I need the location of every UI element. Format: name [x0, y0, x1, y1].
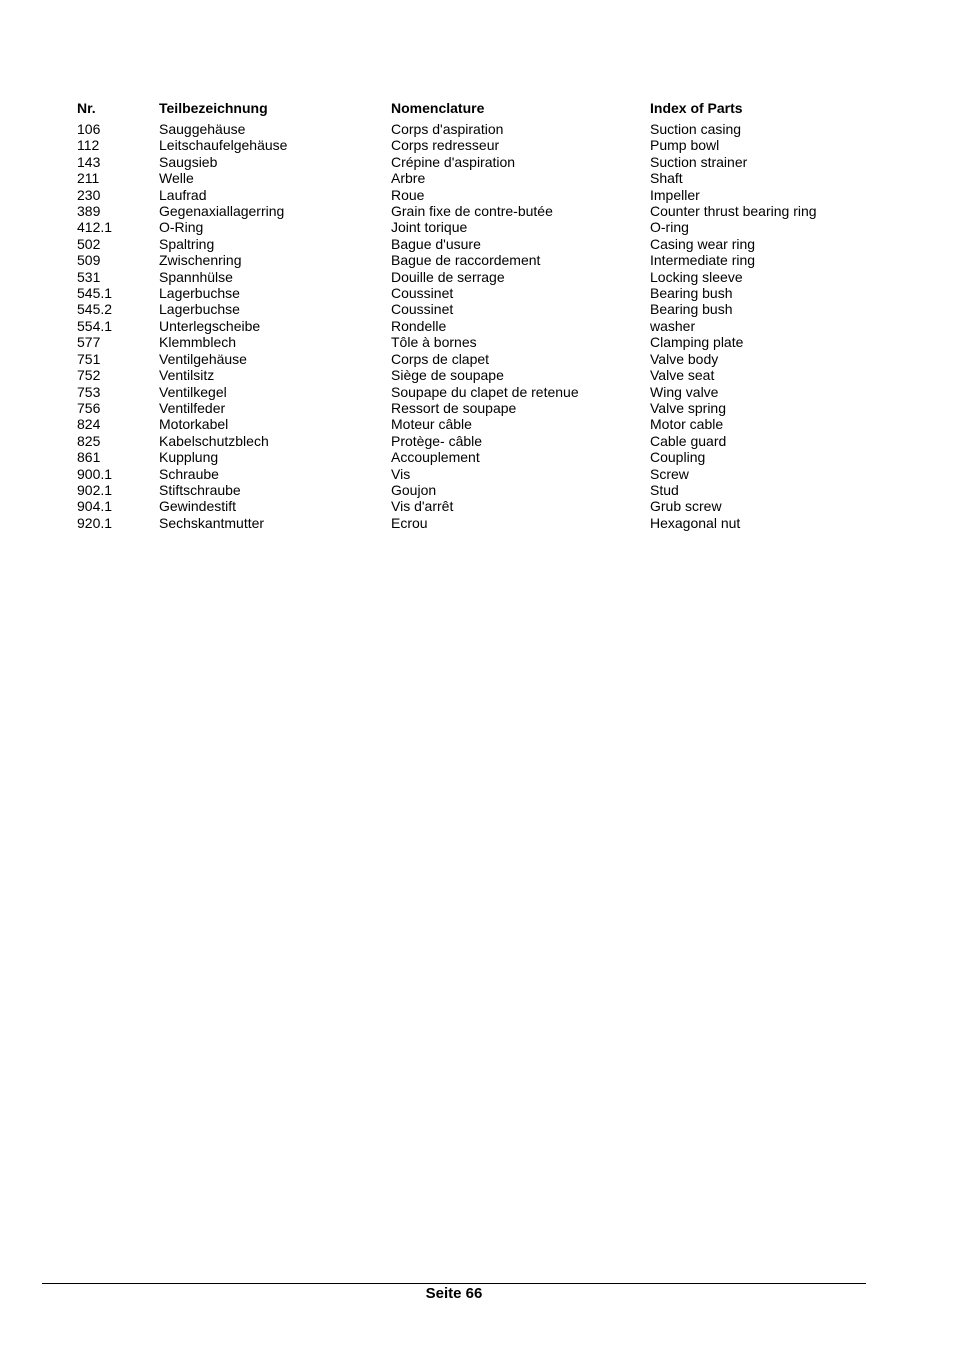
cell-teilbezeichnung: Kabelschutzblech	[159, 432, 269, 449]
table-row	[77, 433, 870, 449]
cell-nomenclature: Ressort de soupape	[391, 399, 517, 416]
table-row	[77, 400, 870, 416]
cell-nomenclature: Crépine d'aspiration	[391, 153, 516, 170]
cell-nr: 861	[77, 449, 101, 466]
cell-nomenclature: Joint torique	[391, 219, 468, 236]
table-row	[77, 219, 870, 235]
table-row	[77, 466, 870, 482]
cell-nr: 900.1	[77, 465, 113, 482]
cell-teilbezeichnung: Sauggehäuse	[159, 121, 246, 137]
cell-nomenclature: Goujon	[391, 481, 437, 498]
cell-nr: 824	[77, 416, 101, 433]
cell-index-of-parts: Casing wear ring	[650, 235, 756, 252]
cell-index-of-parts: Suction strainer	[650, 153, 748, 170]
cell-nomenclature: Arbre	[391, 170, 426, 187]
cell-teilbezeichnung: Lagerbuchse	[159, 301, 240, 318]
table-row	[77, 449, 870, 465]
footer-divider	[42, 1283, 866, 1284]
cell-teilbezeichnung: Klemmblech	[159, 334, 237, 351]
cell-index-of-parts: Intermediate ring	[650, 252, 756, 269]
table-row	[77, 498, 870, 514]
table-row	[77, 301, 870, 317]
cell-index-of-parts: Wing valve	[650, 383, 719, 400]
cell-nomenclature: Accouplement	[391, 449, 480, 466]
cell-teilbezeichnung: Lagerbuchse	[159, 285, 240, 302]
cell-nomenclature: Ecrou	[391, 514, 428, 531]
cell-index-of-parts: Bearing bush	[650, 301, 733, 318]
table-row	[77, 334, 870, 350]
cell-nr: 230	[77, 186, 101, 203]
cell-nomenclature: Vis d'arrêt	[391, 498, 454, 515]
cell-teilbezeichnung: Spannhülse	[159, 268, 233, 285]
header-nr: Nr.	[77, 100, 96, 116]
cell-nr: 825	[77, 432, 101, 449]
table-header-row	[77, 99, 870, 121]
cell-teilbezeichnung: Welle	[159, 170, 194, 187]
cell-index-of-parts: washer	[650, 317, 696, 334]
cell-nomenclature: Rondelle	[391, 317, 447, 334]
cell-nr: 756	[77, 399, 101, 416]
table-row	[77, 236, 870, 252]
table-row	[77, 121, 870, 137]
cell-nr: 412.1	[77, 219, 113, 236]
cell-teilbezeichnung: Ventilkegel	[159, 383, 227, 400]
cell-nomenclature: Corps de clapet	[391, 350, 490, 367]
table-row	[77, 170, 870, 186]
cell-index-of-parts: Shaft	[650, 170, 683, 187]
cell-nr: 904.1	[77, 498, 113, 515]
cell-index-of-parts: Valve body	[650, 350, 719, 367]
parts-index-table	[77, 99, 870, 531]
cell-index-of-parts: Bearing bush	[650, 285, 733, 302]
cell-nr: 577	[77, 334, 101, 351]
cell-index-of-parts: Motor cable	[650, 416, 724, 433]
cell-index-of-parts: Stud	[650, 481, 679, 498]
cell-nomenclature: Vis	[391, 465, 411, 482]
cell-teilbezeichnung: Unterlegscheibe	[159, 317, 261, 334]
cell-nomenclature: Corps redresseur	[391, 137, 500, 154]
cell-nr: 545.1	[77, 285, 113, 302]
cell-index-of-parts: Locking sleeve	[650, 268, 743, 285]
cell-teilbezeichnung: Saugsieb	[159, 153, 218, 170]
cell-index-of-parts: Cable guard	[650, 432, 727, 449]
cell-index-of-parts: Clamping plate	[650, 334, 744, 351]
cell-teilbezeichnung: Sechskantmutter	[159, 514, 265, 531]
table-row	[77, 318, 870, 334]
cell-index-of-parts: Counter thrust bearing ring	[650, 203, 817, 220]
cell-nr: 106	[77, 121, 101, 137]
cell-nr: 751	[77, 350, 101, 367]
cell-index-of-parts: Valve seat	[650, 367, 715, 384]
cell-nr: 752	[77, 367, 101, 384]
cell-teilbezeichnung: Schraube	[159, 465, 219, 482]
cell-nomenclature: Coussinet	[391, 285, 454, 302]
cell-teilbezeichnung: Motorkabel	[159, 416, 229, 433]
cell-teilbezeichnung: Kupplung	[159, 449, 219, 466]
cell-teilbezeichnung: Zwischenring	[159, 252, 242, 269]
table-row	[77, 203, 870, 219]
page-number: Seite 66	[425, 1285, 483, 1302]
cell-teilbezeichnung: Leitschaufelgehäuse	[159, 137, 288, 154]
cell-nomenclature: Corps d'aspiration	[391, 121, 504, 137]
cell-nomenclature: Protège- câble	[391, 432, 483, 449]
cell-nr: 143	[77, 153, 101, 170]
table-row	[77, 137, 870, 153]
cell-nomenclature: Soupape du clapet de retenue	[391, 383, 579, 400]
cell-nr: 112	[77, 137, 100, 154]
cell-nr: 211	[77, 170, 100, 187]
table-row	[77, 252, 870, 268]
cell-teilbezeichnung: Spaltring	[159, 235, 215, 252]
cell-nr: 554.1	[77, 317, 113, 334]
table-row	[77, 482, 870, 498]
cell-nr: 920.1	[77, 514, 113, 531]
table-row	[77, 416, 870, 432]
cell-nomenclature: Douille de serrage	[391, 268, 505, 285]
cell-index-of-parts: O-ring	[650, 219, 689, 236]
cell-nr: 389	[77, 203, 101, 220]
cell-index-of-parts: Hexagonal nut	[650, 514, 741, 531]
cell-nomenclature: Grain fixe de contre-butée	[391, 203, 553, 220]
cell-teilbezeichnung: Ventilgehäuse	[159, 350, 247, 367]
cell-index-of-parts: Impeller	[650, 186, 700, 203]
header-nomenclature: Nomenclature	[391, 100, 485, 116]
cell-index-of-parts: Suction casing	[650, 121, 742, 137]
cell-index-of-parts: Grub screw	[650, 498, 722, 515]
cell-nr: 753	[77, 383, 101, 400]
cell-index-of-parts: Pump bowl	[650, 137, 720, 154]
table-row	[77, 367, 870, 383]
cell-teilbezeichnung: O-Ring	[159, 219, 204, 236]
header-index-of-parts: Index of Parts	[650, 100, 743, 116]
table-row	[77, 285, 870, 301]
table-row	[77, 187, 870, 203]
cell-nr: 509	[77, 252, 101, 269]
cell-teilbezeichnung: Gegenaxiallagerring	[159, 203, 285, 220]
cell-nr: 531	[77, 268, 101, 285]
cell-nomenclature: Bague d'usure	[391, 235, 481, 252]
cell-index-of-parts: Valve spring	[650, 399, 727, 416]
cell-nomenclature: Bague de raccordement	[391, 252, 541, 269]
cell-nomenclature: Roue	[391, 186, 425, 203]
cell-index-of-parts: Coupling	[650, 449, 706, 466]
cell-teilbezeichnung: Ventilfeder	[159, 399, 226, 416]
cell-teilbezeichnung: Gewindestift	[159, 498, 237, 515]
cell-nomenclature: Coussinet	[391, 301, 454, 318]
table-row	[77, 269, 870, 285]
header-teilbezeichnung: Teilbezeichnung	[159, 100, 268, 116]
cell-nomenclature: Tôle à bornes	[391, 334, 477, 351]
cell-teilbezeichnung: Laufrad	[159, 186, 207, 203]
cell-index-of-parts: Screw	[650, 465, 689, 482]
table-row	[77, 515, 870, 531]
cell-nr: 902.1	[77, 481, 113, 498]
cell-nomenclature: Moteur câble	[391, 416, 472, 433]
table-row	[77, 154, 870, 170]
table-row	[77, 351, 870, 367]
table-body	[77, 121, 870, 531]
cell-teilbezeichnung: Stiftschraube	[159, 481, 241, 498]
cell-nr: 545.2	[77, 301, 113, 318]
cell-nomenclature: Siège de soupape	[391, 367, 504, 384]
table-row	[77, 384, 870, 400]
cell-nr: 502	[77, 235, 101, 252]
cell-teilbezeichnung: Ventilsitz	[159, 367, 215, 384]
